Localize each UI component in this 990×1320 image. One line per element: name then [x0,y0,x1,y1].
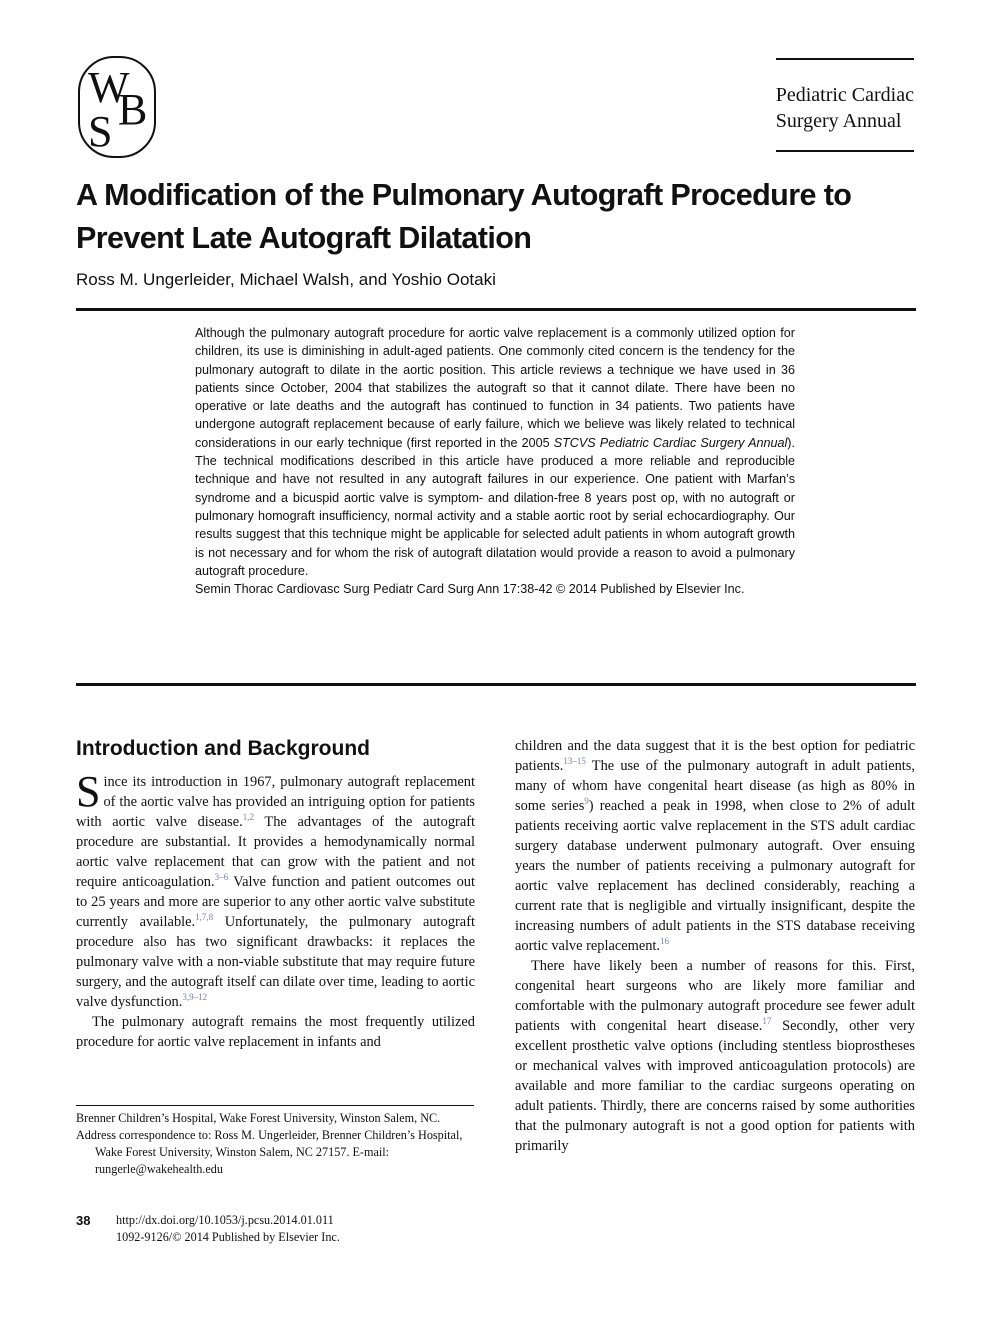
journal-rule-bottom [776,150,914,152]
left-paragraph-2: The pulmonary autograft remains the most frequently utilized procedure for aortic valve replacement in infants and [76,1014,475,1050]
body-text: ince its introduction in 1967, pulmonary autograft replacement of the aortic valve has provided an intriguing option for patients with aortic valve disease. [76,774,475,830]
abstract [195,324,795,598]
affiliation [76,1110,476,1178]
logo-letter-w: W [88,63,130,112]
affiliation-rule [76,1105,474,1106]
ref-link[interactable]: 3–6 [214,872,229,883]
ref-link[interactable]: 9 [584,796,589,807]
body-text: The use of the pulmonary autograft in adult patients, many of whom have congenital heart disease (as high as 80% in some series [515,758,915,814]
journal-name-line2: Surgery Annual [775,110,902,132]
journal-name-line1: Pediatric Cardiac [775,84,914,106]
right-column [515,736,915,1156]
body-text: The advantages of the autograft procedure are substantial. It provides a hemodynamically normal aortic valve replacement that can grow with the patient and not require anticoagulation. [76,814,475,890]
journal-name [776,82,914,134]
left-column [76,767,475,1052]
left-paragraph-1 [76,767,475,1012]
article-authors: Ross M. Ungerleider, Michael Walsh, and Yoshio Ootaki [76,270,496,289]
ref-link[interactable]: 16 [660,936,670,947]
abstract-citation: Semin Thorac Cardiovasc Surg Pediatr Card Surg Ann 17:38-42 © 2014 Published by Elsevier Inc. [195,582,745,597]
abstract-text-1: Although the pulmonary autograft procedure for aortic valve replacement is a commonly utilized option for children, its use is diminishing in adult-aged patients. One commonly cited concern is the tendency for the pulmonary autograft to dilate in the aortic position. This article reviews a technique we have used in 36 patients since October, 2004 that stabilizes the autograft so that it cannot dilate. There have been no operative or late deaths and the autograft has continued to function in 34 patients. Two patients have undergone autograft replacement because of early failure, which we believe was likely related to technical considerations in our early technique (first reported in the 2005 [195,326,795,450]
abstract-rule-bottom [76,683,916,686]
abstract-body [195,324,795,580]
body-text: children and the data suggest that it is the best option for pediatric patients. [515,738,915,774]
ref-link[interactable]: 17 [762,1016,772,1027]
drop-cap: S [76,767,101,816]
body-text: Valve function and patient outcomes out to 25 years and more are superior to any other aortic valve substitute currently available. [76,874,475,930]
abstract-journal-italic: STCVS Pediatric Cardiac Surgery Annual [553,435,788,450]
body-text: There have likely been a number of reasons for this. First, congenital heart surgeons who are likely more familiar and comfortable with the pulmonary autograft procedure see fewer adult patients with congenital heart disease. [515,958,915,1034]
body-text: ) reached a peak in 1998, when close to 2% of adult patients receiving aortic valve replacement in the STS adult cardiac surgery database underwent pulmonary autograft. Over ensuing years the number of patients receiving a pulmonary autograft for aortic valve replacement has declined considerably, reaching a current rate that is negligible and virtually insignificant, despite the increasing numbers of adult patients in the STS database receiving aortic valve replacement. [515,798,915,954]
right-paragraph-1 [515,736,915,956]
correspondence: Address correspondence to: Ross M. Ungerleider, Brenner Children’s Hospital, Wake Forest University, Winston Salem, NC 27157. E-mail: rungerle@wakehealth.edu [76,1128,463,1176]
abstract-text-2: ). The technical modifications described in this article have produced a more reliable and reproducible technique and have not resulted in any autograft failures in our experience. One patient with Marfan’s syndrome and a bicuspid aortic valve is symptom- and dilation-free 8 years post op, with no autograft or pulmonary homograft insufficiency, normal activity and a stable aortic root by serial echocardiography. Our results suggest that this technique might be applicable for selected adult patients in whom autograft growth is not necessary and for whom the risk of autograft dilatation would provide a reason to avoid a pulmonary autograft procedure. [195,435,795,578]
logo-letter-s: S [88,107,113,156]
ref-link[interactable]: 13–15 [563,756,586,767]
journal-logo [78,56,156,158]
page-number: 38 [76,1213,91,1228]
issn-copyright: 1092-9126/© 2014 Published by Elsevier Inc. [116,1230,340,1244]
ref-link[interactable]: 1,7,8 [195,912,214,923]
body-text: Unfortunately, the pulmonary autograft procedure also has two significant drawbacks: it replaces the pulmonary valve with a non-viable substitute that may require future surgery, and the autograft itself can dilate over time, leading to aortic valve dysfunction. [76,914,475,1010]
journal-rule-top [776,58,914,60]
right-paragraph-2 [515,956,915,1156]
article-title: A Modification of the Pulmonary Autograft Procedure to Prevent Late Autograft Dilatation [76,178,852,255]
logo-letter-b: B [118,85,148,134]
section-heading: Introduction and Background [76,737,370,760]
body-text: Secondly, other very excellent prosthetic valve options (including stentless bioprostheses or mechanical valves with improved anticoagulation protocols) are available and more familiar to the cardiac surgeons operating on adult patients. Thirdly, there are concerns raised by some authorities that the pulmonary autograft is not a good option for patients with primarily [515,1018,915,1154]
abstract-rule-top [76,308,916,311]
ref-link[interactable]: 1,2 [242,812,254,823]
ref-link[interactable]: 3,9–12 [182,992,208,1003]
affiliation-line: Brenner Children’s Hospital, Wake Forest University, Winston Salem, NC. [76,1111,441,1125]
doi-link[interactable]: http://dx.doi.org/10.1053/j.pcsu.2014.01.011 [116,1213,334,1227]
